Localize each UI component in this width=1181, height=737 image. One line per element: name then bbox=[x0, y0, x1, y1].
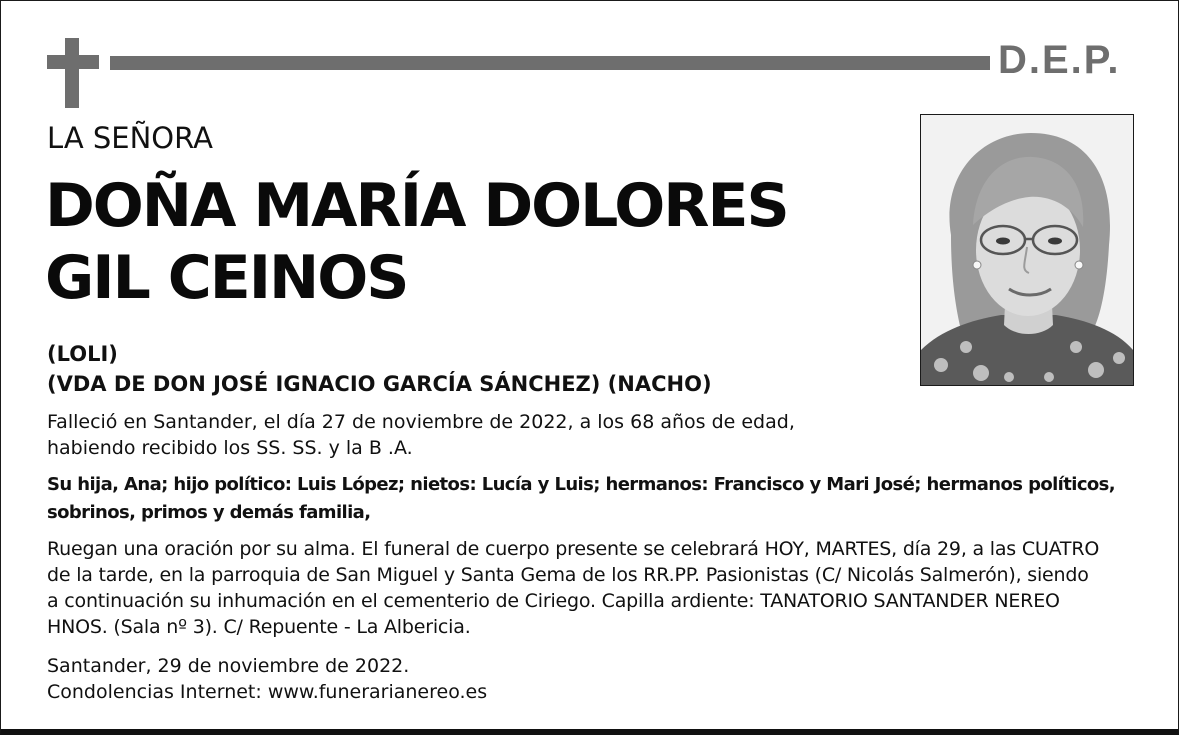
honorific: LA SEÑORA bbox=[47, 121, 213, 155]
funeral-line-3: a continuación su inhumación en el cementerio de Ciriego. Capilla ardiente: TANATORIO SANTANDER NEREO bbox=[47, 590, 1060, 612]
header-rule bbox=[110, 56, 990, 70]
portrait-photo bbox=[920, 114, 1134, 386]
death-notice-line-2: habiendo recibido los SS. SS. y la B .A. bbox=[47, 437, 413, 459]
death-notice bbox=[47, 409, 795, 461]
condolences-link[interactable]: Condolencias Internet: www.funerarianereo.es bbox=[47, 681, 488, 703]
deceased-name bbox=[45, 170, 788, 314]
family-line-1: Su hija, Ana; hijo político: Luis López; nietos: Lucía y Luis; hermanos: Francisco y Mari José; hermanos políticos, bbox=[47, 474, 1116, 495]
dep-mark: D.E.P. bbox=[998, 38, 1121, 82]
footer-block bbox=[47, 653, 487, 705]
name-line-2: GIL CEINOS bbox=[45, 243, 408, 313]
alias-block bbox=[47, 339, 712, 399]
funeral-details bbox=[47, 536, 1099, 640]
funeral-line-2: de la tarde, en la parroquia de San Miguel y Santa Gema de los RR.PP. Pasionistas (C/ Nicolás Salmerón), siendo bbox=[47, 564, 1089, 586]
cross-horizontal-bar bbox=[47, 55, 99, 69]
funeral-line-4: HNOS. (Sala nº 3). C/ Repuente - La Albericia. bbox=[47, 616, 471, 638]
family-mourners bbox=[47, 471, 1115, 527]
death-notice-line-1: Falleció en Santander, el día 27 de noviembre de 2022, a los 68 años de edad, bbox=[47, 411, 795, 433]
place-date: Santander, 29 de noviembre de 2022. bbox=[47, 655, 410, 677]
widow-of: (VDA DE DON JOSÉ IGNACIO GARCÍA SÁNCHEZ) (NACHO) bbox=[47, 372, 712, 396]
family-line-2: sobrinos, primos y demás familia, bbox=[47, 502, 371, 523]
funeral-line-1: Ruegan una oración por su alma. El funeral de cuerpo presente se celebrará HOY, MARTES, día 29, a las CUATRO bbox=[47, 538, 1100, 560]
nickname: (LOLI) bbox=[47, 342, 118, 366]
name-line-1: DOÑA MARÍA DOLORES bbox=[45, 171, 788, 241]
cross-vertical-bar bbox=[65, 38, 79, 108]
